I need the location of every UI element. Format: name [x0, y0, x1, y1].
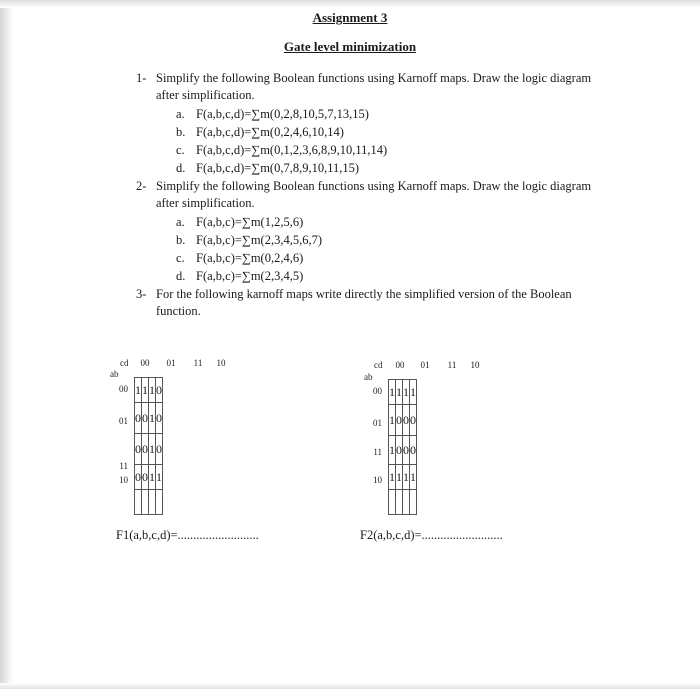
kmap-cell: 0: [142, 403, 149, 434]
question-1-text: Simplify the following Boolean functions using Karnoff maps. Draw the logic diagram after simplification.: [156, 71, 592, 102]
kmap-1-row-label: 00: [119, 384, 128, 394]
list-item: a. F(a,b,c)=∑m(1,2,5,6): [176, 215, 304, 229]
kmap-cell-empty: [396, 490, 403, 515]
question-1: [136, 70, 596, 104]
kmap-cell-empty: [410, 490, 417, 515]
list-item: b. F(a,b,c,d)=∑m(0,2,4,6,10,14): [176, 125, 344, 139]
kmap-1-grid: [134, 377, 163, 515]
table-row: [135, 465, 163, 490]
kmap-cell: 1: [389, 405, 396, 436]
kmap-cell: 1: [410, 465, 417, 490]
list-item: c. F(a,b,c,d)=∑m(0,1,2,3,6,8,9,10,11,14): [176, 143, 388, 157]
kmap-2-col-label: 00: [395, 360, 405, 370]
kmap-cell: 1: [135, 378, 142, 403]
kmap-2-row-label: 11: [373, 447, 382, 457]
kmap-2-col-label: 10: [470, 360, 480, 370]
kmap-cell: 1: [149, 434, 156, 465]
page-shadow-top: [0, 0, 700, 8]
kmap-cell: 1: [389, 465, 396, 490]
kmap-cell: 0: [396, 436, 403, 465]
kmap-cell: 1: [396, 380, 403, 405]
kmap-cell: 1: [149, 465, 156, 490]
question-1-items: [176, 105, 387, 177]
question-2-number: 2-: [136, 179, 147, 193]
kmap-cell-empty: [142, 490, 149, 515]
kmap-cell: 1: [149, 378, 156, 403]
list-item: d. F(a,b,c,d)=∑m(0,7,8,9,10,11,15): [176, 161, 360, 175]
table-row: [389, 436, 417, 465]
kmap-cell-empty: [389, 490, 396, 515]
kmap-2-row-label: 01: [373, 418, 382, 428]
kmap-2-col-label: 11: [447, 360, 457, 370]
page-shadow-bottom: [0, 683, 700, 689]
kmap-1-col-label: 11: [193, 358, 203, 368]
kmap-cell: 1: [403, 465, 410, 490]
kmap-cell: 1: [389, 436, 396, 465]
table-row: [389, 405, 417, 436]
answer-f2: F2(a,b,c,d)=..........................: [360, 528, 503, 542]
question-3-number: 3-: [136, 287, 147, 301]
list-item: b. F(a,b,c)=∑m(2,3,4,5,6,7): [176, 233, 323, 247]
table-row: [135, 378, 163, 403]
table-row: [135, 490, 163, 515]
kmap-cell: 0: [135, 465, 142, 490]
kmap-1-row-label: 11 10: [119, 461, 128, 485]
kmap-cell: 0: [156, 403, 163, 434]
kmap-cell: 1: [403, 380, 410, 405]
page-shadow-left: [0, 0, 14, 689]
kmap-cell: 0: [156, 378, 163, 403]
kmap-cell: 1: [410, 380, 417, 405]
question-2-text: Simplify the following Boolean functions using Karnoff maps. Draw the logic diagram after simplification.: [156, 179, 592, 210]
kmap-cell: 0: [135, 403, 142, 434]
assignment-title: Assignment 3: [312, 10, 388, 25]
kmap-2-row-label: 00: [373, 386, 382, 396]
kmap-cell: 0: [142, 434, 149, 465]
table-row: [135, 403, 163, 434]
kmap-cell: 0: [403, 405, 410, 436]
question-2: [136, 178, 596, 212]
kmap-cell: 0: [135, 434, 142, 465]
kmap-cell: 1: [389, 380, 396, 405]
question-3: [136, 286, 596, 320]
kmap-cell: 0: [410, 405, 417, 436]
kmap-cell: 0: [396, 405, 403, 436]
table-row: [389, 380, 417, 405]
kmap-cell: 1: [142, 378, 149, 403]
kmap-cell-empty: [403, 490, 410, 515]
kmap-1-cd-label: cd: [120, 358, 129, 368]
table-row: [389, 490, 417, 515]
kmap-1-row-label: 01: [119, 416, 128, 426]
table-row: [389, 465, 417, 490]
question-2-items: [176, 213, 322, 285]
list-item: d. F(a,b,c)=∑m(2,3,4,5): [176, 269, 304, 283]
question-3-text: For the following karnoff maps write directly the simplified version of the Boolean function.: [156, 287, 572, 318]
kmap-1-ab-label: ab: [110, 369, 119, 379]
kmap-2-cd-label: cd: [374, 360, 383, 370]
kmap-cell: 0: [142, 465, 149, 490]
list-item: a. F(a,b,c,d)=∑m(0,2,8,10,5,7,13,15): [176, 107, 369, 121]
kmap-2-col-label: 01: [420, 360, 430, 370]
kmap-2-ab-label: ab: [364, 372, 373, 382]
question-1-number: 1-: [136, 71, 147, 85]
kmap-cell: 0: [403, 436, 410, 465]
kmap-1-col-label: 10: [216, 358, 226, 368]
list-item: c. F(a,b,c)=∑m(0,2,4,6): [176, 251, 304, 265]
table-row: [135, 434, 163, 465]
assignment-subtitle: Gate level minimization: [283, 39, 417, 54]
kmap-2-grid: [388, 379, 417, 515]
kmap-cell: 1: [149, 403, 156, 434]
kmap-cell: 1: [156, 465, 163, 490]
answer-f1: F1(a,b,c,d)=..........................: [116, 528, 259, 542]
kmap-1-col-label: 01: [166, 358, 176, 368]
kmap-cell: 0: [156, 434, 163, 465]
kmap-cell: 0: [410, 436, 417, 465]
kmap-2-row-label: 10: [373, 475, 382, 485]
kmap-cell-empty: [149, 490, 156, 515]
kmap-cell-empty: [156, 490, 163, 515]
kmap-cell: 1: [396, 465, 403, 490]
kmap-cell-empty: [135, 490, 142, 515]
kmap-1-col-label: 00: [140, 358, 150, 368]
